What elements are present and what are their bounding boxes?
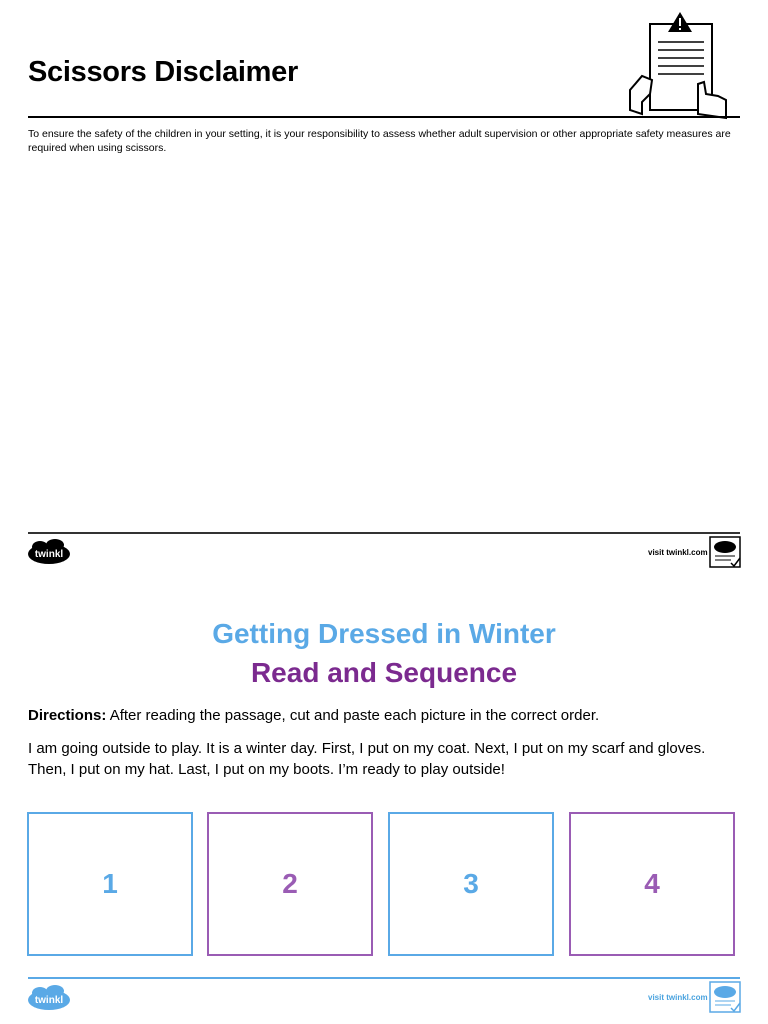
- disclaimer-title: Scissors Disclaimer: [28, 56, 298, 88]
- visit-link-worksheet[interactable]: visit twinkl.com: [648, 993, 708, 1002]
- directions-label: Directions:: [28, 707, 107, 724]
- footer-divider-worksheet: [28, 977, 740, 979]
- disclaimer-divider: [28, 116, 740, 118]
- footer-divider: [28, 532, 740, 534]
- worksheet-subtitle: Read and Sequence: [250, 657, 518, 688]
- quality-badge-icon: [709, 981, 741, 1013]
- visit-link[interactable]: visit twinkl.com: [648, 548, 708, 557]
- sequence-box-1[interactable]: 1: [27, 812, 193, 956]
- sequence-box-4[interactable]: 4: [569, 812, 735, 956]
- disclaimer-text: To ensure the safety of the children in your setting, it is your responsibility to assess whether adult supervision or other appropriate safety measures are required when using scissors.: [28, 128, 731, 154]
- reading-passage: I am going outside to play. It is a winter day. First, I put on my coat. Next, I put on my scarf and gloves. Then, I put on my hat. Last, I put on my boots. I’m ready to play outside!: [28, 740, 706, 778]
- directions: [28, 707, 740, 724]
- twinkl-logo-text: twinkl: [34, 549, 64, 560]
- twinkl-logo-worksheet: [26, 984, 72, 1012]
- twinkl-logo: [26, 538, 72, 566]
- quality-badge-icon: [709, 536, 741, 568]
- twinkl-logo-text: twinkl: [34, 995, 64, 1006]
- sequence-box-3[interactable]: 3: [388, 812, 554, 956]
- warning-document-icon: [628, 10, 732, 120]
- directions-text: After reading the passage, cut and paste each picture in the correct order.: [109, 707, 600, 724]
- worksheet-title: Getting Dressed in Winter: [212, 618, 556, 649]
- sequence-box-2[interactable]: 2: [207, 812, 373, 956]
